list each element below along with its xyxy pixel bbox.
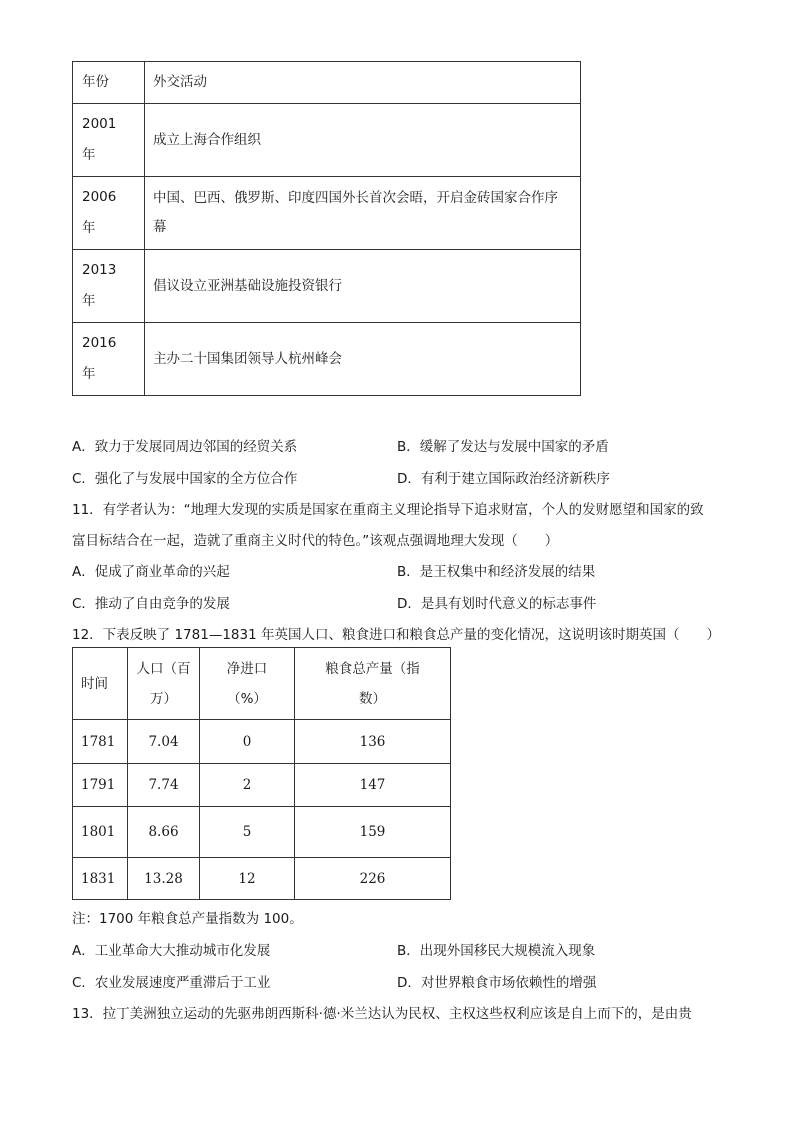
header-activity: 外交活动 [145,62,581,104]
table-cell: 1791 [73,764,128,807]
header-year: 年份 [73,62,145,104]
table-cell: 8.66 [128,807,200,858]
header-population: 人口（百 万） [128,648,200,720]
table-cell: 226 [295,858,451,900]
year-cell: 2013 年 [73,250,145,323]
year-cell: 2016 年 [73,323,145,396]
q11-option-b: B．是王权集中和经济发展的结果 [397,564,596,580]
activity-cell: 成立上海合作组织 [145,104,581,177]
table-cell: 136 [295,720,451,764]
table-cell: 1801 [73,807,128,858]
header-grain-output: 粮食总产量（指 数） [295,648,451,720]
q12-stem: 12．下表反映了 1781—1831 年英国人口、粮食进口和粮食总产量的变化情况，这说明该时期英国（ ） [72,627,720,643]
q10-option-c: C．强化了与发展中国家的全方位合作 [72,471,298,487]
year-cell: 2001 年 [73,104,145,177]
q11-stem-line2: 富目标结合在一起，造就了重商主义时代的特色。”该观点强调地理大发现（ ） [72,533,559,549]
q10-option-d: D．有利于建立国际政治经济新秩序 [397,471,610,487]
table-cell: 159 [295,807,451,858]
activity-cell: 中国、巴西、俄罗斯、印度四国外长首次会晤，开启金砖国家合作序 幕 [145,177,581,250]
diplomacy-table [72,61,581,396]
q12-option-b: B．出现外国移民大规模流入现象 [397,943,596,959]
england-stats-table [72,647,451,900]
q11-stem-line1: 11．有学者认为：“地理大发现的实质是国家在重商主义理论指导下追求财富，个人的发财愿望和国家的致 [72,502,704,518]
table-cell: 1831 [73,858,128,900]
q12-option-d: D．对世界粮食市场依赖性的增强 [397,975,597,991]
q11-option-a: A．促成了商业革命的兴起 [72,564,230,580]
q10-option-a: A．致力于发展同周边邻国的经贸关系 [72,439,298,455]
q11-option-c: C．推动了自由竞争的发展 [72,596,230,612]
table-cell: 2 [200,764,295,807]
table-cell: 7.04 [128,720,200,764]
table-cell: 1781 [73,720,128,764]
q10-option-b: B．缓解了发达与发展中国家的矛盾 [397,439,609,455]
q13-stem-line1: 13．拉丁美洲独立运动的先驱弗朗西斯科·德·米兰达认为民权、主权这些权利应该是自上而下的，是由贵 [72,1006,692,1022]
q12-option-c: C．农业发展速度严重滞后于工业 [72,975,271,991]
activity-cell: 倡议设立亚洲基础设施投资银行 [145,250,581,323]
table-cell: 13.28 [128,858,200,900]
table-cell: 0 [200,720,295,764]
q12-option-a: A．工业革命大大推动城市化发展 [72,943,271,959]
table-cell: 7.74 [128,764,200,807]
table-cell: 12 [200,858,295,900]
header-time: 时间 [73,648,128,720]
table-cell: 147 [295,764,451,807]
table-cell: 5 [200,807,295,858]
activity-cell: 主办二十国集团领导人杭州峰会 [145,323,581,396]
q11-option-d: D．是具有划时代意义的标志事件 [397,596,597,612]
header-net-import: 净进口 （%） [200,648,295,720]
year-cell: 2006 年 [73,177,145,250]
q12-note: 注：1700 年粮食总产量指数为 100。 [72,911,303,927]
